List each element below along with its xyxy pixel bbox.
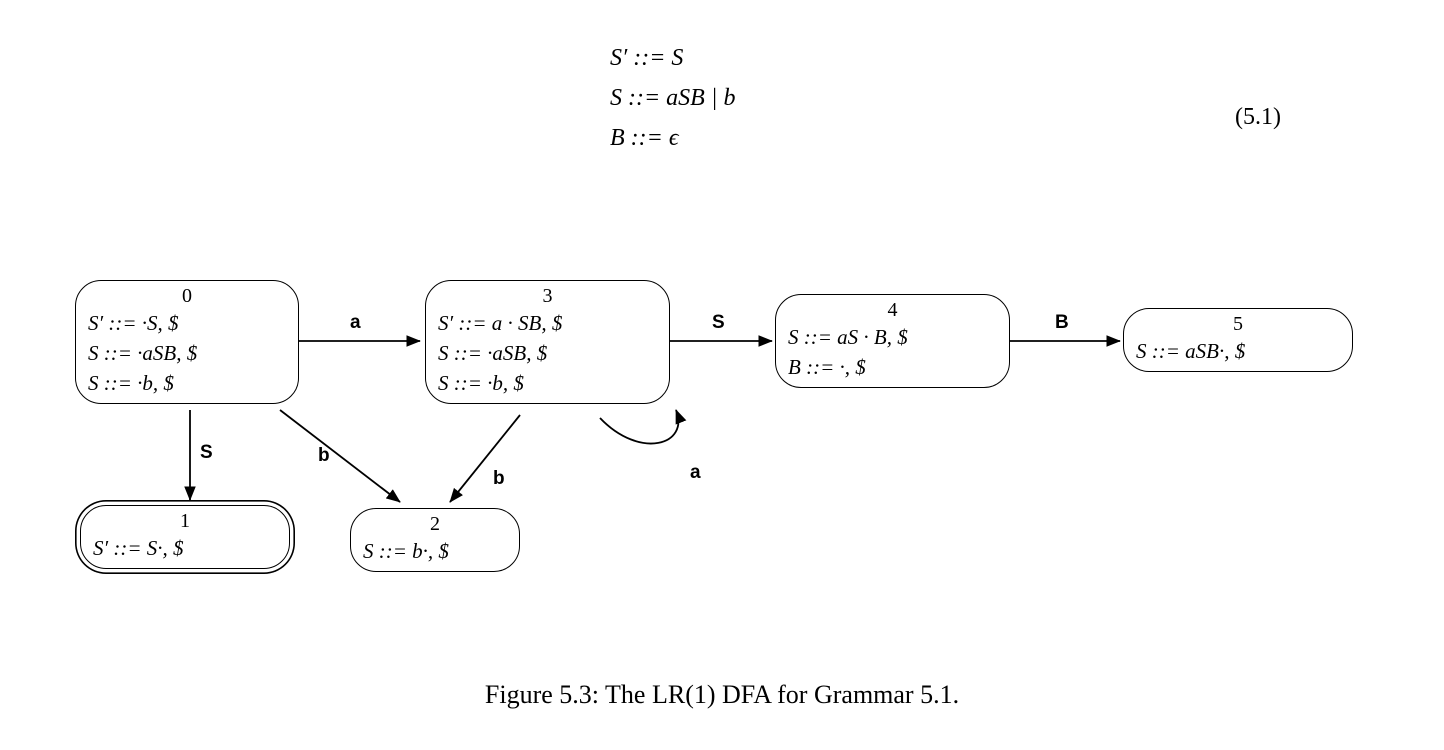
- state-number: 2: [430, 513, 440, 535]
- state-item: S ::= aS · B, $: [788, 325, 908, 349]
- state-item: S′ ::= a · SB, $: [438, 311, 563, 335]
- state-node-1[interactable]: [80, 505, 290, 569]
- state-node-5[interactable]: [1123, 308, 1353, 372]
- lr1-dfa-diagram: [0, 250, 1444, 610]
- state-node-3[interactable]: [425, 280, 670, 404]
- grammar-line-2: S ::= aSB | b: [610, 85, 736, 111]
- edge-label-3-3: a: [690, 462, 701, 483]
- edge-label-3-2: b: [493, 468, 505, 489]
- state-item: S ::= ·aSB, $: [438, 341, 548, 365]
- state-item: S′ ::= ·S, $: [88, 311, 179, 335]
- state-number: 5: [1233, 313, 1243, 335]
- figure-caption: Figure 5.3: The LR(1) DFA for Grammar 5.1.: [484, 680, 960, 709]
- edge-label-3-4: S: [712, 312, 725, 333]
- state-item: S ::= ·aSB, $: [88, 341, 198, 365]
- edge-label-0-3: a: [350, 312, 361, 333]
- state-item: S ::= ·b, $: [88, 371, 174, 395]
- grammar-line-3: B ::= ϵ: [610, 125, 679, 151]
- grammar-line-1: S′ ::= S: [610, 45, 684, 71]
- equation-number: (5.1): [1235, 104, 1281, 130]
- state-number: 4: [887, 299, 898, 321]
- state-item: S ::= aSB·, $: [1136, 339, 1246, 363]
- state-item: S′ ::= S·, $: [93, 536, 184, 560]
- grammar-block: [610, 38, 735, 158]
- state-number: 3: [542, 285, 553, 307]
- edge-label-0-2: b: [318, 445, 330, 466]
- state-node-0[interactable]: [75, 280, 299, 404]
- state-item: S ::= ·b, $: [438, 371, 524, 395]
- state-node-4[interactable]: [775, 294, 1010, 388]
- state-node-2[interactable]: [350, 508, 520, 572]
- state-item: B ::= ·, $: [788, 355, 866, 379]
- state-number: 1: [180, 510, 190, 532]
- edge-label-4-5: B: [1055, 312, 1069, 333]
- edge-label-0-1: S: [200, 442, 213, 463]
- state-item: S ::= b·, $: [363, 539, 449, 563]
- state-number: 0: [182, 285, 192, 307]
